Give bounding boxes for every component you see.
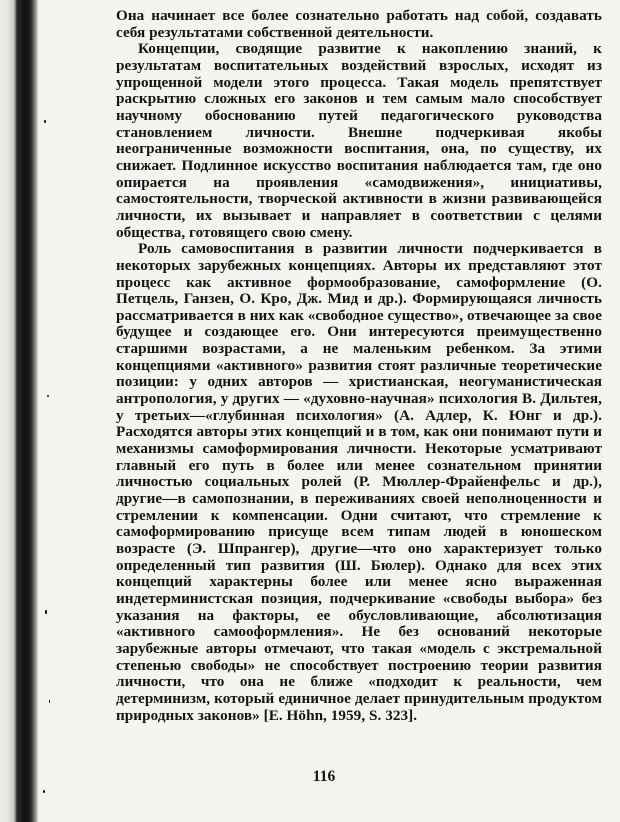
paragraph-2: Концепции, сводящие развитие к накоплению знаний, к результатам воспитательных воздействий взрослых, исходят из упрощенной модели этого процесса. Такая модель препятствует раскрытию сложных его законов и тем самым мало способствует научному обоснованию путей педагогического руководства становлением личности. Внешне подчеркивая якобы неограниченные возможности воспитания, она, по существу, их снижает. Подлинное искусство воспитания наблюдается там, где оно опирается на проявления «самодвижения», инициативы, самостоятельности, творческой активности в жизни развивающейся личности, их вызывает и направляет в соответствии с целями общества, готовящего свою смену. bbox=[116, 40, 602, 241]
paragraph-1: Она начинает все более сознательно работать над собой, создавать себя результатами собственной деятельности. bbox=[116, 7, 602, 41]
scan-speck bbox=[45, 610, 47, 614]
page-number: 116 bbox=[312, 768, 336, 785]
paragraph-3: Роль самовоспитания в развитии личности подчеркивается в некоторых зарубежных концепциях. Авторы их представляют этот процесс как активное формообразование, самоформление (О. Петцель, Ганзен, О. Кро, Дж. Мид и др.). Формирующаяся личность рассматривается в них как «свободное существо», отвечающее за свое будущее и создающее его. Они интересуются преимущественно старшими возрастами, а не маленьким ребенком. За этими концепциями «активного» развития стоят различные теоретические позиции: у одних авторов — христианская, неогуманистическая антропология, у других — «духовно-научная» психология В. Дильтея, у третьих—«глубинная психология» (А. Адлер, К. Юнг и др.). Расходятся авторы этих концепций и в том, как они понимают пути и механизмы самоформирования личности. Некоторые усматривают главный его путь в более или менее сознательном принятии личностью социальных ролей (Р. Мюллер-Фрайенфельс и др.), другие—в самопознании, в переживаниях своей неполноценности и стремлении к компенсации. Одни считают, что стремление к самоформированию присуще всем типам людей в юношеском возрасте (Э. Шпрангер), другие—что оно характеризует только определенный тип развития (Ш. Бюлер). Однако для всех этих концепций характерны более или менее ясно выраженная индетерминистская позиция, подчеркивание «свободы выбора» без указания на факторы, ее обусловливающие, абсолютизация «активного самооформления». Не без оснований некоторые зарубежные авторы отмечают, что такая «модель с экстремальной степенью свободы» не способствует построению теории развития личности, что она не ближе «подходит к реальности, чем детерминизм, который единичное делает принудительным продуктом природных законов» [E. Höhn, 1959, S. 323]. bbox=[116, 240, 602, 724]
scan-speck bbox=[47, 395, 49, 397]
scan-speck bbox=[44, 120, 46, 123]
scan-speck bbox=[43, 790, 45, 793]
page-binding-shadow bbox=[0, 0, 38, 822]
scan-speck bbox=[49, 700, 50, 703]
page-body-text bbox=[116, 8, 602, 724]
